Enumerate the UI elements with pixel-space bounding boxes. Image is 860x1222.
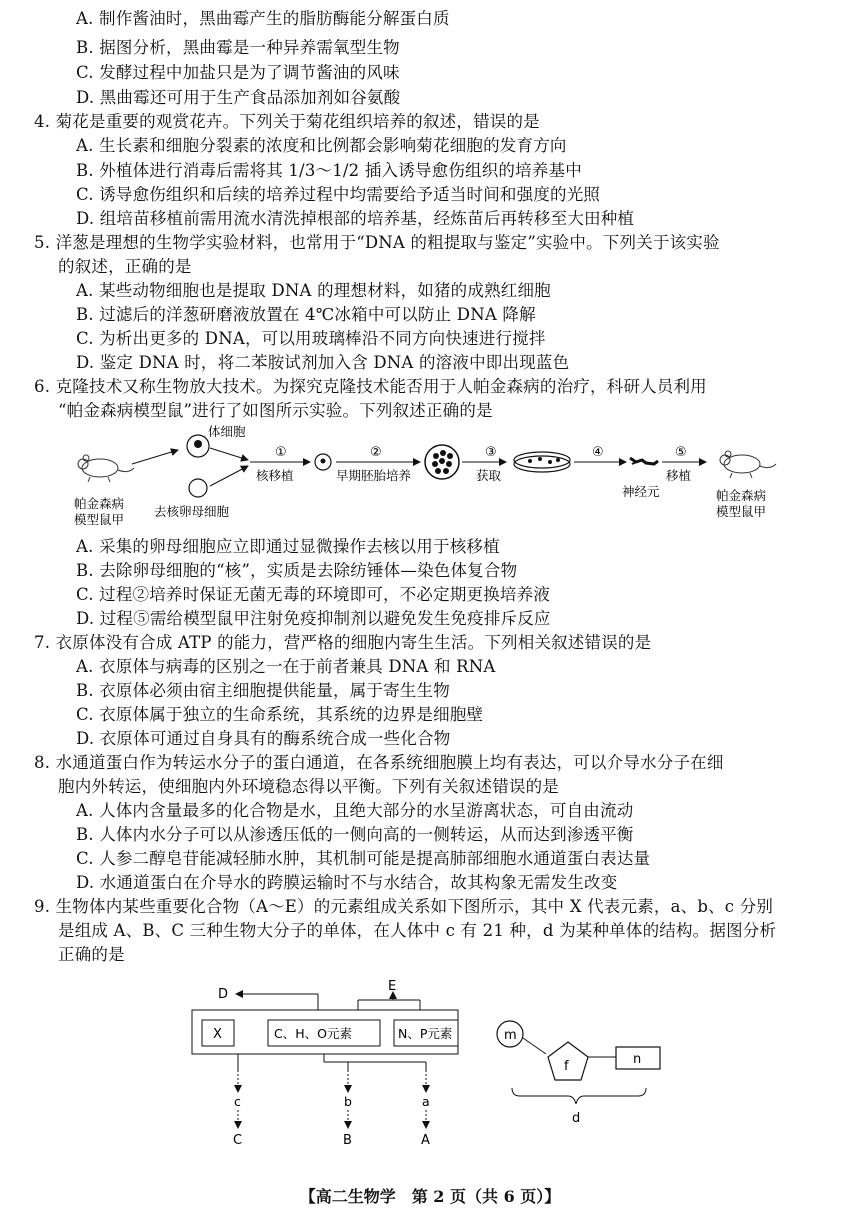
step2-marker: ②: [370, 445, 382, 460]
label-CHO: C、H、O元素: [274, 1026, 352, 1041]
q8-stem: 8. 水通道蛋白作为转运水分子的蛋白通道，在各系统细胞膜上均有表达，可以介导水分子在细: [34, 753, 724, 772]
q5-stem-cont: 的叙述，正确的是: [58, 257, 192, 276]
label-NP: N、P元素: [398, 1026, 453, 1041]
label-b: b: [344, 1094, 352, 1109]
compound-element-diagram: [190, 964, 690, 1154]
q8-option-b: B. 人体内水分子可以从渗透压低的一侧向高的一侧转运，从而达到渗透平衡: [76, 825, 634, 844]
brace-d: [512, 1088, 646, 1104]
oocyte-shape: [189, 479, 207, 497]
q9-stem-cont: 是组成 A、B、C 三种生物大分子的单体，在人体中 c 有 21 种，d 为某种单体的结构。据图分析: [58, 921, 777, 940]
q4-option-b: B. 外植体进行消毒后需将其 1/3～1/2 插入诱导愈伤组织的培养基中: [76, 161, 582, 180]
q3-option-a: A. 制作酱油时，黑曲霉产生的脂肪酶能分解蛋白质: [76, 9, 450, 28]
q9-stem: 9. 生物体内某些重要化合物（A～E）的元素组成关系如下图所示，其中 X 代表元素，a、b、c 分别: [34, 897, 774, 916]
right-mouse-label-2: 模型鼠甲: [716, 504, 767, 519]
left-mouse-label-2: 模型鼠甲: [74, 512, 125, 527]
mouse-right-icon: [720, 451, 776, 478]
q3-option-c: C. 发酵过程中加盐只是为了调节酱油的风味: [76, 63, 400, 82]
step5-label: 移植: [666, 468, 692, 483]
q6-stem-cont: “帕金森病模型鼠”进行了如图所示实验。下列叙述正确的是: [58, 401, 493, 420]
q6-option-b: B. 去除卵母细胞的“核”，实质是去除纺锤体—染色体复合物: [76, 561, 518, 580]
step1-marker: ①: [275, 445, 287, 460]
q6-option-a: A. 采集的卵母细胞应立即通过显微操作去核以用于核移植: [76, 537, 500, 556]
label-D: D: [218, 987, 229, 1002]
q7-option-d: D. 衣原体可通过自身具有的酶系统合成一些化合物: [76, 729, 451, 748]
q4-stem: 4. 菊花是重要的观赏花卉。下列关于菊花组织培养的叙述，错误的是: [34, 112, 540, 131]
label-m: m: [504, 1028, 517, 1043]
step4-marker: ④: [592, 445, 604, 460]
right-mouse-label-1: 帕金森病: [716, 488, 767, 503]
label-c: c: [234, 1094, 241, 1109]
q8-option-c: C. 人参二醇皂苷能减轻肺水肿，其机制可能是提高肺部细胞水通道蛋白表达量: [76, 849, 651, 868]
q8-stem-cont: 胞内外转运，使细胞内外环境稳态得以平衡。下列有关叙述错误的是: [58, 777, 559, 796]
neuron-icon: [630, 458, 658, 464]
step3-label: 获取: [476, 468, 502, 483]
left-mouse-label-1: 帕金森病: [74, 496, 125, 511]
q5-option-d: D. 鉴定 DNA 时，将二苯胺试剂加入含 DNA 的溶液中即出现蓝色: [76, 353, 570, 372]
q7-option-b: B. 衣原体必须由宿主细胞提供能量，属于寄生生物: [76, 681, 450, 700]
q4-option-c: C. 诱导愈伤组织和后续的培养过程中均需要给予适当时间和强度的光照: [76, 185, 601, 204]
q9-stem-cont2: 正确的是: [58, 945, 125, 964]
mouse-left-icon: [78, 455, 134, 482]
q3-option-b: B. 据图分析，黑曲霉是一种异养需氧型生物: [76, 38, 400, 57]
neuron-label: 神经元: [622, 484, 660, 499]
q8-option-a: A. 人体内含量最多的化合物是水，且绝大部分的水呈游离状态，可自由流动: [76, 801, 634, 820]
label-B: B: [343, 1133, 352, 1148]
q8-option-d: D. 水通道蛋白在介导水的跨膜运输时不与水结合，故其构象无需发生改变: [76, 873, 618, 892]
oocyte-label: 去核卵母细胞: [154, 504, 230, 519]
label-n: n: [633, 1052, 642, 1067]
label-f: f: [564, 1059, 569, 1074]
step3-marker: ③: [485, 445, 497, 460]
q5-option-c: C. 为析出更多的 DNA，可以用玻璃棒沿不同方向快速进行搅拌: [76, 329, 546, 348]
cloning-experiment-figure: [70, 420, 840, 530]
q4-option-d: D. 组培苗移植前需用流水清洗掉根部的培养基，经炼苗后再转移至大田种植: [76, 209, 635, 228]
q5-option-a: A. 某些动物细胞也是提取 DNA 的理想材料，如猪的成熟红细胞: [76, 281, 551, 300]
body-cell-label: 体细胞: [208, 424, 246, 439]
page-footer: 【高二生物学 第 2 页（共 6 页）】: [299, 1187, 561, 1206]
q7-option-a: A. 衣原体与病毒的区别之一在于前者兼具 DNA 和 RNA: [76, 657, 496, 676]
q6-option-d: D. 过程⑤需给模型鼠甲注射免疫抑制剂以避免发生免疫排斥反应: [76, 609, 551, 628]
q5-option-b: B. 过滤后的洋葱研磨液放置在 4℃冰箱中可以防止 DNA 降解: [76, 305, 536, 324]
step1-label: 核移植: [256, 468, 294, 483]
label-d: d: [572, 1111, 581, 1126]
q4-option-a: A. 生长素和细胞分裂素的浓度和比例都会影响菊花细胞的发育方向: [76, 136, 567, 155]
q5-stem: 5. 洋葱是理想的生物学实验材料，也常用于“DNA 的粗提取与鉴定”实验中。下列关于该实验: [34, 233, 720, 252]
label-X: X: [213, 1027, 222, 1042]
label-E: E: [388, 979, 397, 994]
q7-option-c: C. 衣原体属于独立的生命系统，其系统的边界是细胞壁: [76, 705, 484, 724]
q3-option-d: D. 黑曲霉还可用于生产食品添加剂如谷氨酸: [76, 88, 401, 107]
q6-stem: 6. 克隆技术又称生物放大技术。为探究克隆技术能否用于人帕金森病的治疗，科研人员利用: [34, 377, 707, 396]
culture-dish-icon: [514, 452, 570, 472]
label-C: C: [233, 1133, 243, 1148]
label-a: a: [422, 1094, 430, 1109]
q6-option-c: C. 过程②培养时保证无菌无毒的环境即可，不必定期更换培养液: [76, 585, 551, 604]
q7-stem: 7. 衣原体没有合成 ATP 的能力，营严格的细胞内寄生生活。下列相关叙述错误的是: [34, 633, 652, 652]
step2-label: 早期胚胎培养: [336, 468, 412, 483]
step5-marker: ⑤: [675, 445, 687, 460]
blastocyst-icon: [425, 445, 459, 479]
label-A: A: [421, 1133, 430, 1148]
